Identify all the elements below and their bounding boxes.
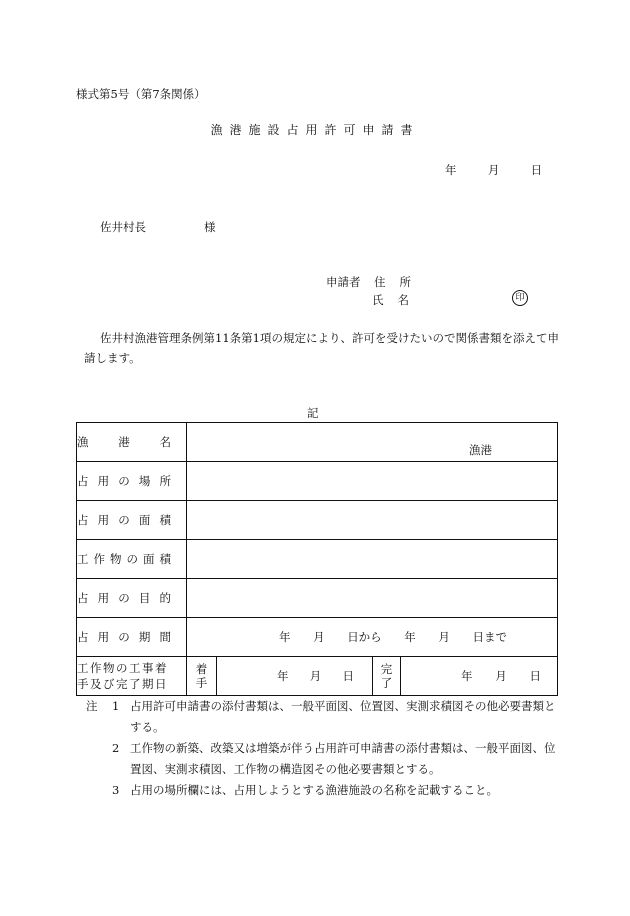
period-from-month: 月 (313, 630, 325, 644)
note-text: 占用の場所欄には、占用しようとする漁港施設の名称を記載すること。 (130, 783, 498, 797)
ki-heading: 記 (307, 406, 319, 420)
label-char: の (118, 513, 130, 527)
label-char: 期 (138, 630, 151, 644)
row-port-name (77, 423, 558, 462)
note-number: 1 (112, 699, 120, 713)
area-label (77, 501, 187, 540)
application-date (445, 162, 542, 178)
period-to-day: 日まで (472, 630, 507, 644)
document-title: 漁港施設占用許可申請書 (210, 123, 420, 137)
row-period (77, 618, 558, 657)
structure-area-value-cell[interactable] (187, 540, 558, 579)
label-char: 積 (159, 513, 171, 527)
port-name-suffix: 漁港 (469, 443, 492, 457)
label-char: の (118, 474, 130, 488)
applicant-label: 申請者 (326, 275, 361, 289)
label-char: の (118, 630, 130, 644)
end-date-cell[interactable] (401, 657, 558, 696)
address-label: 住所 (374, 275, 425, 289)
period-to-year: 年 (404, 630, 416, 644)
date-year: 年 (445, 163, 457, 177)
period-value-cell[interactable] (187, 618, 558, 657)
period-to-month: 月 (438, 630, 450, 644)
label-char: 面 (138, 513, 151, 527)
label-char: 用 (97, 474, 110, 488)
label-char: 用 (97, 591, 110, 605)
label-char: 占 (77, 591, 89, 605)
location-value-cell[interactable] (187, 462, 558, 501)
label-char: 港 (118, 435, 130, 449)
row-area (77, 501, 558, 540)
addressee-name: 佐井村長 (100, 220, 146, 234)
notes-prefix: 注 (86, 699, 98, 713)
purpose-value-cell[interactable] (187, 579, 558, 618)
period-from-year: 年 (279, 630, 291, 644)
note-item-2 (86, 738, 566, 780)
note-text: 占用許可申請書の添付書類は、一般平面図、位置図、実測求積図その他必要書類とする。 (130, 699, 556, 734)
note-item-1 (86, 696, 566, 738)
label-char: 占 (77, 630, 89, 644)
label-char: 用 (97, 630, 110, 644)
label-char: 的 (159, 591, 171, 605)
port-name-label (77, 423, 187, 462)
end-day: 日 (529, 669, 541, 683)
label-char: 物 (110, 552, 122, 566)
port-name-value-cell[interactable] (187, 423, 558, 462)
label-char: 漁 (77, 435, 89, 449)
row-structure-area (77, 540, 558, 579)
start-day: 日 (342, 669, 354, 683)
applicant-name-label: 氏名 (372, 293, 423, 307)
note-text: 工作物の新築、改築又は増築が伴う占用許可申請書の添付書類は、一般平面図、位置図、実測求積図、工作物の構造図その他必要書類とする。 (130, 741, 556, 776)
row-construction (77, 657, 558, 696)
label-char: 面 (143, 552, 155, 566)
label-char: の (126, 552, 138, 566)
end-month: 月 (495, 669, 507, 683)
note-number: 3 (112, 783, 120, 797)
seal-icon: 印 (512, 290, 528, 306)
start-date-cell[interactable] (217, 657, 373, 696)
structure-area-label (77, 540, 187, 579)
label-char: 占 (77, 513, 89, 527)
label-char: 作 (93, 552, 105, 566)
period-label (77, 618, 187, 657)
date-month: 月 (487, 163, 500, 177)
row-location (77, 462, 558, 501)
end-year: 年 (461, 669, 473, 683)
start-year: 年 (277, 669, 289, 683)
start-month: 月 (309, 669, 322, 683)
label-char: 積 (159, 552, 171, 566)
purpose-label (77, 579, 187, 618)
label-char: 名 (159, 435, 171, 449)
end-label-cell (373, 657, 401, 696)
note-number: 2 (112, 741, 120, 755)
location-label (77, 462, 187, 501)
area-value-cell[interactable] (187, 501, 558, 540)
label-char: 所 (159, 474, 171, 488)
label-char: 占 (77, 474, 89, 488)
end-label: 完了 (380, 662, 393, 690)
application-body-text: 佐井村漁港管理条例第11条第1項の規定により、許可を受けたいので関係書類を添えて申請します。 (84, 331, 559, 365)
row-purpose (77, 579, 558, 618)
label-char: 場 (138, 474, 151, 488)
construction-label-line1: 工作物の工事着 (77, 661, 168, 675)
application-table (76, 422, 558, 696)
label-char: 用 (97, 513, 110, 527)
addressee-honorific: 様 (204, 220, 216, 234)
period-from-day: 日から (347, 630, 382, 644)
construction-label-line2: 手及び完了期日 (77, 677, 168, 691)
notes-section (86, 696, 566, 801)
addressee (100, 219, 216, 235)
label-char: 目 (138, 591, 151, 605)
form-number: 様式第5号（第7条関係） (76, 87, 206, 101)
note-item-3 (86, 780, 566, 801)
label-char: 工 (77, 552, 89, 566)
date-day: 日 (530, 163, 543, 177)
applicant-address-row (326, 274, 425, 290)
label-char: 間 (159, 630, 171, 644)
start-label: 着手 (195, 662, 208, 690)
start-label-cell (187, 657, 217, 696)
construction-label (77, 657, 187, 696)
label-char: の (118, 591, 130, 605)
